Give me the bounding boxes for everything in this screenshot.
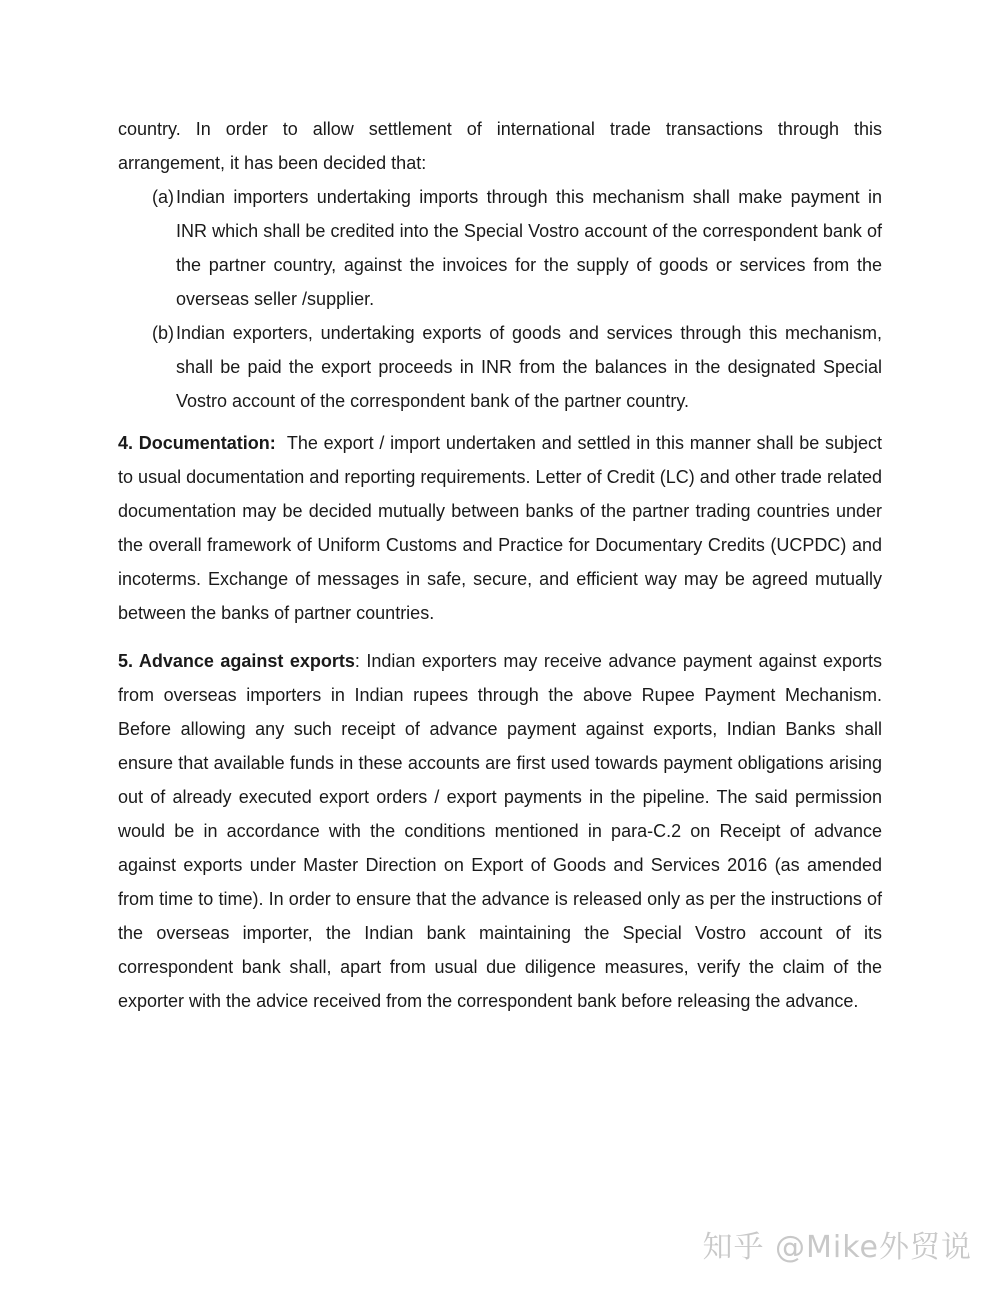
section-5-heading: 5. Advance against exports (118, 651, 355, 671)
list-item-a (118, 180, 882, 316)
list-item-b-text: Indian exporters, undertaking exports of goods and services through this mechanism, shall be paid the export proceeds in INR from the balances in the designated Special Vostro account of the correspondent bank of the partner country. (176, 323, 882, 411)
spacer (118, 418, 882, 426)
document-body (118, 112, 882, 1018)
section-4-heading: 4. Documentation: (118, 433, 276, 453)
watermark-text: 知乎 @Mike外贸说 (702, 1230, 972, 1265)
list-marker-a: (a) (152, 187, 174, 207)
list-marker-b: (b) (152, 323, 174, 343)
conditions-list (118, 180, 882, 418)
section-5-text: : Indian exporters may receive advance payment against exports from overseas importers in Indian rupees through the above Rupee Payment Mechanism. Before allowing any such receipt of advance payment against exports, Indian Banks shall ensure that available funds in these accounts are first used towards payment obligations arising out of already executed export orders / export payments in the pipeline. The said permission would be in accordance with the conditions mentioned in para-C.2 on Receipt of advance against exports under Master Direction on Export of Goods and Services 2016 (as amended from time to time). In order to ensure that the advance is released only as per the instructions of the overseas importer, the Indian bank maintaining the Special Vostro account of its correspondent bank shall, apart from usual due diligence measures, verify the claim of the exporter with the advice received from the correspondent bank before releasing the advance. (118, 651, 883, 1011)
intro-paragraph: country. In order to allow settlement of international trade transactions through this arrangement, it has been decided that: (118, 119, 882, 173)
section-4-paragraph (118, 426, 882, 630)
section-4-text: The export / import undertaken and settled in this manner shall be subject to usual documentation and reporting requirements. Letter of Credit (LC) and other trade related documentation may be decided mutually between banks of the partner trading countries under the overall framework of Uniform Customs and Practice for Documentary Credits (UCPDC) and incoterms. Exchange of messages in safe, secure, and efficient way may be agreed mutually between the banks of partner countries. (118, 433, 882, 623)
section-5-paragraph (118, 644, 882, 1018)
list-item-b (118, 316, 882, 418)
spacer (118, 630, 882, 644)
list-item-a-text: Indian importers undertaking imports through this mechanism shall make payment in INR which shall be credited into the Special Vostro account of the correspondent bank of the partner country, against the invoices for the supply of goods or services from the overseas seller /supplier. (176, 187, 882, 309)
